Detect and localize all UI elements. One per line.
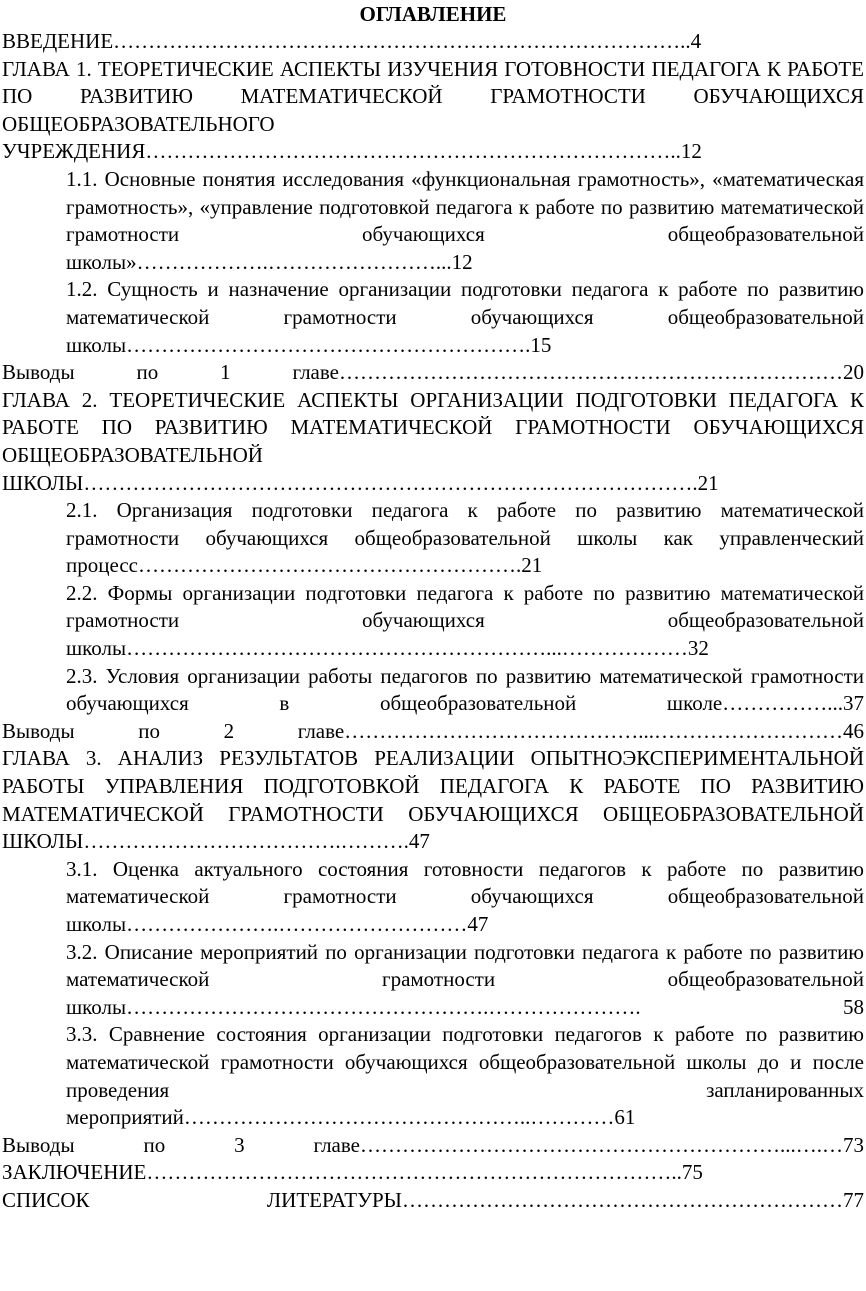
toc-entry-section-2-3[interactable]: 2.3. Условия организации работы педагогов по развитию математической грамотности обучающихся в общеобразовательной школе……………...37 [66, 663, 864, 716]
toc-entry-chapter-2[interactable]: ГЛАВА 2. ТЕОРЕТИЧЕСКИЕ АСПЕКТЫ ОРГАНИЗАЦИИ ПОДГОТОВКИ ПЕДАГОГА К РАБОТЕ ПО РАЗВИТИЮ МАТЕМАТИЧЕСКОЙ ГРАМОТНОСТИ ОБУЧАЮЩИХСЯ ОБЩЕОБРАЗОВАТЕЛЬНОЙ ШКОЛЫ…………………………………………………………………………….21 [2, 387, 864, 495]
toc-entry-section-1-2[interactable]: 1.2. Сущность и назначение организации подготовки педагога к работе по развитию математической грамотности обучающихся общеобразовательной школы………………………………………………….15 [66, 277, 864, 357]
toc-entry-section-3-1[interactable]: 3.1. Оценка актуального состояния готовности педагогов к работе по развитию математической грамотности обучающихся общеобразовательной школы………………….………………………47 [66, 856, 864, 936]
toc-entry-conclusions-2[interactable]: Выводы по 2 главе……………………………………...………………………46 [2, 718, 864, 743]
toc-entry-references[interactable]: СПИСОК ЛИТЕРАТУРЫ………………………………………………………77 [2, 1187, 864, 1212]
toc-entry-conclusions-3[interactable]: Выводы по 3 главе……………………………………………………...….…73 [2, 1132, 864, 1157]
toc-entry-chapter-3[interactable]: ГЛАВА 3. АНАЛИЗ РЕЗУЛЬТАТОВ РЕАЛИЗАЦИИ ОПЫТНОЭКСПЕРИМЕНТАЛЬНОЙ РАБОТЫ УПРАВЛЕНИЯ ПОДГОТОВКОЙ ПЕДАГОГА К РАБОТЕ ПО РАЗВИТИЮ МАТЕМАТИЧЕСКОЙ ГРАМОТНОСТИ ОБУЧАЮЩИХСЯ ОБЩЕОБРАЗОВАТЕЛЬНОЙ ШКОЛЫ……………………………….……….47 [2, 746, 864, 854]
toc-entry-section-2-1[interactable]: 2.1. Организация подготовки педагога к работе по развитию математической грамотности обучающихся общеобразовательной школы как управленческий процесс……………………………………………….21 [66, 498, 864, 578]
toc-entry-section-2-2[interactable]: 2.2. Формы организации подготовки педагога к работе по развитию математической грамотности обучающихся общеобразовательной школы……………………………………………………...………………32 [66, 580, 864, 661]
toc-entry-chapter-1[interactable]: ГЛАВА 1. ТЕОРЕТИЧЕСКИЕ АСПЕКТЫ ИЗУЧЕНИЯ ГОТОВНОСТИ ПЕДАГОГА К РАБОТЕ ПО РАЗВИТИЮ МАТЕМАТИЧЕСКОЙ ГРАМОТНОСТИ ОБУЧАЮЩИХСЯ ОБЩЕОБРАЗОВАТЕЛЬНОГО УЧРЕЖДЕНИЯ…………………………………………………………………..12 [2, 56, 864, 164]
toc-title: ОГЛАВЛЕНИЕ [359, 2, 507, 26]
toc-entry-section-3-3[interactable]: 3.3. Сравнение состояния организации подготовки педагогов к работе по развитию математической грамотности обучающихся общеобразовательной школы до и после проведения запланированных мероприятий…………………………………………..…………61 [66, 1022, 864, 1130]
toc-entry-introduction[interactable]: ВВЕДЕНИЕ………………………………………………………………………..4 [2, 29, 702, 53]
toc-entry-section-3-2[interactable]: 3.2. Описание мероприятий по организации подготовки педагога к работе по развитию математической грамотности общеобразовательной школы…………………………………………….…………………. 58 [66, 939, 864, 1019]
table-of-contents [2, 28, 864, 1215]
toc-entry-section-1-1[interactable]: 1.1. Основные понятия исследования «функциональная грамотность», «математическая грамотность», «управление подготовкой педагога к работе по развитию математической грамотности обучающихся общеобразовательной школы»……………….……………………...12 [66, 166, 864, 274]
toc-entry-conclusions-1[interactable]: Выводы по 1 главе………………………………………………………………20 [2, 360, 864, 385]
toc-entry-conclusion[interactable]: ЗАКЛЮЧЕНИЕ…………………………………………………………………..75 [2, 1160, 703, 1185]
